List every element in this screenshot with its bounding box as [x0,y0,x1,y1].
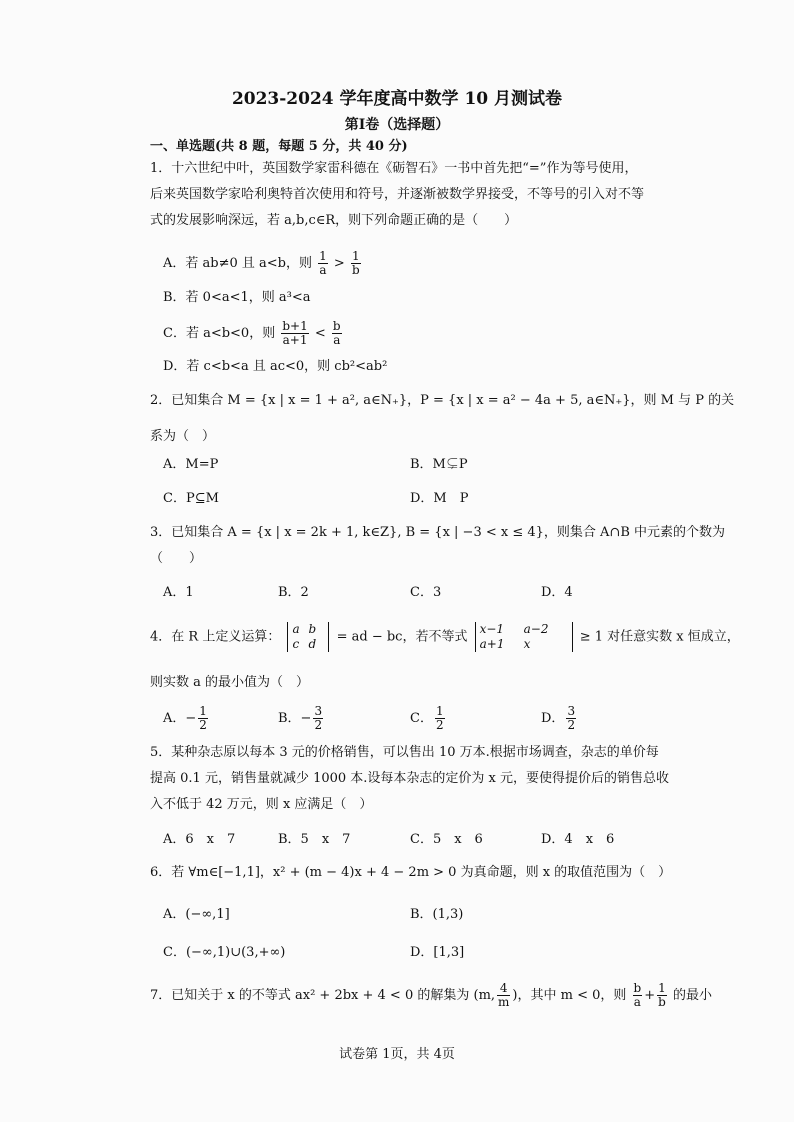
denominator: 2 [314,718,323,732]
numerator: 1 [319,249,327,263]
question-4-line2: 则实数 a 的最小值为（ ） [150,675,310,690]
numerator: 4 [497,982,510,996]
question-1-stem [150,156,644,234]
question-5-line: 5．某种杂志原以每本 3 元的价格销售，可以售出 10 万本.根据市场调查，杂志的单价每 [150,745,659,760]
operator: > [333,256,345,271]
numerator: b [332,319,341,333]
matrix-entry: d [308,637,317,651]
question-2-option-b: B．M⊊P [410,457,468,472]
question-6-option-b: B．(1,3) [410,907,464,922]
exam-title: 2023-2024 学年度高中数学 10 月测试卷 [231,89,563,109]
numerator: 1 [351,249,360,263]
question-5-option-c: C．5 x 6 [410,832,483,847]
option-label: C． [410,711,433,726]
numerator: 1 [199,704,207,718]
fraction [633,982,643,1009]
question-4-stem [150,622,740,652]
question-2-line: 2．已知集合 M = {x | x = 1 + a², a∈N₊}，P = {x | x = a² − 4a + 5, a∈N₊}，则 M 与 P 的关 [150,393,735,408]
question-3-option-c: C．3 [410,585,442,600]
question-5-option-d: D．4 x 6 [541,832,615,847]
fraction [198,705,208,732]
question-3-line: （ ） [150,551,203,566]
matrix-entry: c [292,637,300,651]
question-3-stem [150,520,725,572]
denominator: 2 [567,718,576,732]
matrix-entry: b [308,622,317,636]
fraction [313,705,323,732]
question-3-option-a: A．1 [163,585,194,600]
numerator: 3 [314,704,323,718]
option-label: B．− [278,711,312,726]
exam-subtitle: 第Ⅰ卷（选择题） [344,117,450,133]
numerator: b+1 [282,319,308,333]
denominator: 2 [199,718,207,732]
operator: + [644,988,656,1003]
denominator: a [333,333,341,347]
fraction [657,982,667,1009]
question-4-text: = ad − bc，若不等式 [336,629,468,645]
denominator: b [351,263,360,277]
denominator: a [633,995,641,1009]
question-3-option-b: B．2 [278,585,309,600]
denominator: 2 [435,718,444,732]
question-7-text: 的最小 [672,988,712,1003]
question-7-text: )，其中 m < 0，则 [512,988,627,1003]
question-1-option-b: B．若 0<a<1，则 a³<a [163,290,311,305]
matrix-entry: x−1 [479,622,505,636]
question-2-stem [150,388,734,450]
question-4-option-a [163,705,210,732]
question-6-stem: 6．若 ∀m∈[−1,1]，x² + (m − 4)x + 4 − 2m > 0 为真命题，则 x 的取值范围为（ ） [150,865,672,880]
matrix-entry: a−2 [523,622,549,636]
determinant-inequality [475,622,573,652]
question-1-line: 1．十六世纪中叶，英国数学家雷科德在《砺智石》一书中首先把“=”作为等号使用， [150,161,638,176]
fraction [497,982,510,1009]
option-label: D． [541,711,565,726]
determinant-definition [287,622,329,652]
page-footer: 试卷第 1页，共 4页 [339,1047,455,1062]
option-label: A．− [163,711,197,726]
question-5-line: 提高 0.1 元，销售量就减少 1000 本.设每本杂志的定价为 x 元，要使得提价后的销售总收 [150,771,670,786]
denominator: a+1 [282,333,308,347]
option-text: C．若 a<b<0，则 [163,326,276,341]
fraction [318,250,328,277]
question-3-line: 3．已知集合 A = {x | x = 2k + 1, k∈Z}, B = {x | −3 < x ≤ 4}，则集合 A∩B 中元素的个数为 [150,525,726,540]
question-5-option-a: A．6 x 7 [163,832,236,847]
denominator: b [658,995,666,1009]
numerator: b [633,981,642,995]
denominator: a [319,263,327,277]
numerator: 3 [567,704,576,718]
question-1-line: 后来英国数学家哈利奥特首次使用和符号，并逐渐被数学界接受，不等号的引入对不等 [150,187,645,202]
numerator: 1 [658,981,666,995]
option-text: A．若 ab≠0 且 a<b，则 [163,256,312,271]
numerator: 1 [435,704,444,718]
fraction [332,320,342,347]
question-3-option-d: D．4 [541,585,573,600]
question-5-line: 入不低于 42 万元，则 x 应满足（ ） [150,797,373,812]
question-2-line: 系为（ ） [150,429,216,444]
fraction [435,705,445,732]
matrix-entry: a+1 [479,637,505,651]
section-heading: 一、单选题(共 8 题，每题 5 分，共 40 分) [150,139,408,154]
matrix-entry: a [292,622,300,636]
question-6-option-d: D．[1,3] [410,945,465,960]
question-4-text: ≥ 1 对任意实数 x 恒成立， [579,629,740,645]
question-1-option-c [163,320,344,347]
operator: < [314,326,326,341]
question-1-line: 式的发展影响深远，若 a,b,c∈R，则下列命题正确的是（ ） [150,213,518,228]
question-2-option-c: C．P⊆M [163,491,219,506]
question-6-option-c: C．(−∞,1)∪(3,+∞) [163,945,286,960]
question-4-text: 4．在 R 上定义运算： [150,629,281,645]
question-7-text: 7．已知关于 x 的不等式 ax² + 2bx + 4 < 0 的解集为 (m, [150,988,496,1003]
question-6-option-a: A．(−∞,1] [163,907,230,922]
fraction [566,705,576,732]
matrix-entry: x [523,637,531,651]
question-5-stem [150,740,669,818]
question-1-option-a [163,250,363,277]
question-4-option-b [278,705,325,732]
question-4-option-d [541,705,578,732]
denominator: m [498,995,510,1009]
fraction [351,250,361,277]
question-7-stem [150,982,712,1009]
fraction [281,320,308,347]
question-4-option-c [410,705,447,732]
question-2-option-a: A．M=P [163,457,219,472]
question-1-option-d: D．若 c<b<a 且 ac<0，则 cb²<ab² [163,359,388,374]
question-2-option-d: D．M P [410,491,469,506]
question-5-option-b: B．5 x 7 [278,832,351,847]
